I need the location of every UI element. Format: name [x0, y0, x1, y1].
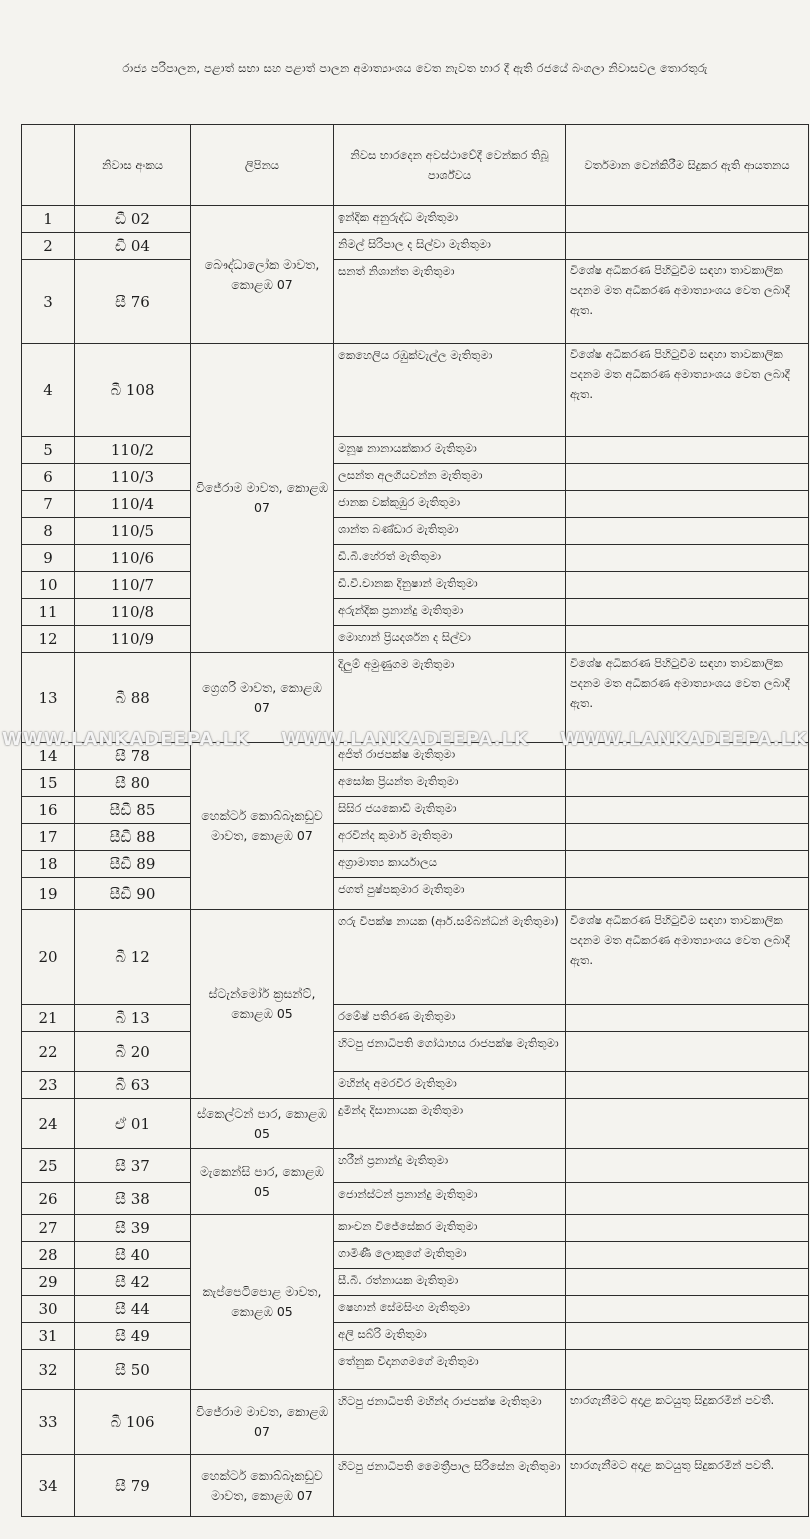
assigned-party: නිමල් සිරිපාල ද සිල්වා මැතිතුමා — [334, 233, 566, 260]
row-number: 1 — [22, 206, 75, 233]
house-number: සී 38 — [75, 1183, 191, 1215]
row-number: 6 — [22, 464, 75, 491]
watermark-text: WWW.LANKADEEPA.LK — [281, 728, 529, 750]
assigned-party: ශාන්ත බණ්ඩාර මැතිතුමා — [334, 518, 566, 545]
house-number: සී 49 — [75, 1323, 191, 1350]
current-institution — [566, 1183, 809, 1215]
house-number: ඩී 02 — [75, 206, 191, 233]
row-number: 32 — [22, 1350, 75, 1390]
house-number: සීඩී 90 — [75, 878, 191, 910]
current-institution — [566, 1072, 809, 1099]
house-number: සී 79 — [75, 1455, 191, 1517]
table-row — [22, 1099, 809, 1149]
house-number: බී 13 — [75, 1005, 191, 1032]
current-institution — [566, 233, 809, 260]
table-row — [22, 824, 809, 851]
table-row — [22, 1455, 809, 1517]
row-number: 15 — [22, 770, 75, 797]
current-institution — [566, 743, 809, 770]
house-number: සී 76 — [75, 260, 191, 344]
house-number: සී 42 — [75, 1269, 191, 1296]
current-institution — [566, 824, 809, 851]
assigned-party: ඩී.බී.හේරත් මැතිතුමා — [334, 545, 566, 572]
current-institution: විශේෂ අධිකරණ පිහිටුවීම සඳහා තාවකාලික පදනම මත අධිකරණ අමාත්‍යාංශය වෙත ලබාදී ඇත. — [566, 653, 809, 743]
assigned-party: අරුන්දික ප්‍රනාන්දු මැතිතුමා — [334, 599, 566, 626]
current-institution — [566, 878, 809, 910]
row-number: 7 — [22, 491, 75, 518]
header-assigned-party: නිවස භාරදෙන අවස්ථාවේදී වෙන්කර තිබූ පාර්ශ්වය — [334, 125, 566, 206]
house-number: 110/8 — [75, 599, 191, 626]
assigned-party: මනූෂ නානායක්කාර මැතිතුමා — [334, 437, 566, 464]
assigned-party: දිලුම් අමුණුගම මැතිතුමා — [334, 653, 566, 743]
current-institution — [566, 1032, 809, 1072]
row-number: 24 — [22, 1099, 75, 1149]
row-number: 28 — [22, 1242, 75, 1269]
assigned-party: ගරු විපක්ෂ නායක (ආර්.සම්බන්ධන් මැතිතුමා) — [334, 910, 566, 1005]
watermark-text: WWW.LANKADEEPA.LK — [560, 728, 808, 750]
assigned-party: ඉන්දික අනුරුද්ධ මැතිතුමා — [334, 206, 566, 233]
house-number: බී 106 — [75, 1390, 191, 1455]
row-number: 18 — [22, 851, 75, 878]
row-number: 27 — [22, 1215, 75, 1242]
current-institution — [566, 1350, 809, 1390]
row-number: 10 — [22, 572, 75, 599]
houses-table — [21, 124, 809, 1517]
assigned-party: ලසන්ත අලගියවන්න මැතිතුමා — [334, 464, 566, 491]
address-cell: විජේරාම මාවත, කොළඹ 07 — [191, 344, 334, 653]
address-cell: බෞද්ධාලෝක මාවත, කොළඹ 07 — [191, 206, 334, 344]
house-number: සීඩී 85 — [75, 797, 191, 824]
table-row — [22, 743, 809, 770]
row-number: 34 — [22, 1455, 75, 1517]
table-row — [22, 770, 809, 797]
row-number: 29 — [22, 1269, 75, 1296]
current-institution — [566, 599, 809, 626]
table-header-row — [22, 125, 809, 206]
table-row — [22, 206, 809, 233]
current-institution: භාරගැනීමට අදාළ කටයුතු සිදුකරමින් පවතී. — [566, 1390, 809, 1455]
assigned-party: ජගත් පුෂ්පකුමාර මැතිතුමා — [334, 878, 566, 910]
address-cell: ස්කෙල්ටන් පාර, කොළඹ 05 — [191, 1099, 334, 1149]
table-row — [22, 491, 809, 518]
house-number: සී 44 — [75, 1296, 191, 1323]
current-institution — [566, 851, 809, 878]
table-row — [22, 572, 809, 599]
current-institution — [566, 1215, 809, 1242]
current-institution — [566, 1149, 809, 1183]
current-institution — [566, 797, 809, 824]
current-institution — [566, 1269, 809, 1296]
assigned-party: අසෝක ප්‍රියන්ත මැතිතුමා — [334, 770, 566, 797]
assigned-party: දුමින්ද දිසානායක මැතිතුමා — [334, 1099, 566, 1149]
house-number: 110/9 — [75, 626, 191, 653]
table-body — [22, 206, 809, 1517]
table-row — [22, 437, 809, 464]
table-row — [22, 797, 809, 824]
house-number: සී 50 — [75, 1350, 191, 1390]
row-number: 21 — [22, 1005, 75, 1032]
document-title: රාජ්‍ය පරිපාලන, පළාත් සභා සහ පළාත් පාලන අමාත්‍යාංශය වෙත නැවත භාර දී ඇති රජයේ බංගලා නිවාසවල තොරතුරු — [122, 61, 708, 75]
table-row — [22, 1296, 809, 1323]
current-institution: විශේෂ අධිකරණ පිහිටුවීම සඳහා තාවකාලික පදනම මත අධිකරණ අමාත්‍යාංශය වෙත ලබාදී ඇත. — [566, 910, 809, 1005]
address-cell: විජේරාම මාවත, කොළඹ 07 — [191, 1390, 334, 1455]
current-institution — [566, 206, 809, 233]
current-institution — [566, 626, 809, 653]
header-no — [22, 125, 75, 206]
house-number: සී 78 — [75, 743, 191, 770]
house-number: බී 12 — [75, 910, 191, 1005]
current-institution — [566, 1323, 809, 1350]
row-number: 4 — [22, 344, 75, 437]
row-number: 22 — [22, 1032, 75, 1072]
current-institution: විශේෂ අධිකරණ පිහිටුවීම සඳහා තාවකාලික පදනම මත අධිකරණ අමාත්‍යාංශය වෙත ලබාදී ඇත. — [566, 344, 809, 437]
address-cell: හෙක්ටර් කොබ්බෑකඩුව මාවත, කොළඹ 07 — [191, 743, 334, 910]
current-institution — [566, 1005, 809, 1032]
row-number: 31 — [22, 1323, 75, 1350]
watermark-text: WWW.LANKADEEPA.LK — [2, 728, 250, 750]
house-number: සී 37 — [75, 1149, 191, 1183]
house-number: 110/5 — [75, 518, 191, 545]
assigned-party: අජිත් රාජපක්ෂ මැතිතුමා — [334, 743, 566, 770]
house-number: බී 88 — [75, 653, 191, 743]
house-number: 110/6 — [75, 545, 191, 572]
table-row — [22, 1390, 809, 1455]
header-current-institution: වර්තමාන වෙන්කිරීම සිදුකර ඇති ආයතනය — [566, 125, 809, 206]
row-number: 14 — [22, 743, 75, 770]
house-number: සීඩී 89 — [75, 851, 191, 878]
row-number: 16 — [22, 797, 75, 824]
assigned-party: කාංචන විජේසේකර මැතිතුමා — [334, 1215, 566, 1242]
assigned-party: හිටපු ජනාධිපති ගෝඨාභය රාජපක්ෂ මැතිතුමා — [334, 1032, 566, 1072]
row-number: 8 — [22, 518, 75, 545]
assigned-party: අලි සබ්රි මැතිතුමා — [334, 1323, 566, 1350]
row-number: 20 — [22, 910, 75, 1005]
house-number: සී 39 — [75, 1215, 191, 1242]
current-institution — [566, 491, 809, 518]
table-row — [22, 545, 809, 572]
header-address: ලිපිනය — [191, 125, 334, 206]
house-number: බී 20 — [75, 1032, 191, 1072]
table-row — [22, 1269, 809, 1296]
row-number: 5 — [22, 437, 75, 464]
row-number: 13 — [22, 653, 75, 743]
assigned-party: හිටපු ජනාධිපති මෛත්‍රීපාල සිරිසේන මැතිතුමා — [334, 1455, 566, 1517]
assigned-party: ජානක වක්කුඹුර මැතිතුමා — [334, 491, 566, 518]
table-row — [22, 910, 809, 1005]
house-number: ඒ 01 — [75, 1099, 191, 1149]
address-cell: ග්‍රෙගරි මාවත, කොළඹ 07 — [191, 653, 334, 743]
row-number: 33 — [22, 1390, 75, 1455]
header-house-number: නිවාස අංකය — [75, 125, 191, 206]
assigned-party: ගාමිණී ලොකුගේ මැතිතුමා — [334, 1242, 566, 1269]
row-number: 11 — [22, 599, 75, 626]
current-institution — [566, 1099, 809, 1149]
house-number: සී 40 — [75, 1242, 191, 1269]
row-number: 30 — [22, 1296, 75, 1323]
house-number: ඩී 04 — [75, 233, 191, 260]
current-institution — [566, 770, 809, 797]
table-row — [22, 626, 809, 653]
current-institution — [566, 545, 809, 572]
row-number: 25 — [22, 1149, 75, 1183]
assigned-party: අරවින්ද කුමාර් මැතිතුමා — [334, 824, 566, 851]
assigned-party: අග්‍රාමාත්‍ය කාර්යාලය — [334, 851, 566, 878]
assigned-party: ජොන්ස්ටන් ප්‍රනාන්දු මැතිතුමා — [334, 1183, 566, 1215]
table-row — [22, 599, 809, 626]
assigned-party: රමේෂ් පතිරණ මැතිතුමා — [334, 1005, 566, 1032]
table-row — [22, 1005, 809, 1032]
current-institution — [566, 572, 809, 599]
house-number: 110/4 — [75, 491, 191, 518]
current-institution — [566, 464, 809, 491]
assigned-party: මොහාන් ප්‍රියදර්ශන ද සිල්වා — [334, 626, 566, 653]
address-cell: කැප්පෙටිපොළ මාවත, කොළඹ 05 — [191, 1215, 334, 1390]
assigned-party: තේනුක විදානගමගේ මැතිතුමා — [334, 1350, 566, 1390]
assigned-party: සනත් නිශාන්ත මැතිතුමා — [334, 260, 566, 344]
current-institution — [566, 437, 809, 464]
house-number: 110/3 — [75, 464, 191, 491]
address-cell: හෙක්ටර් කොබ්බෑකඩුව මාවත, කොළඹ 07 — [191, 1455, 334, 1517]
assigned-party: ඩී.වී.චානක දිනුෂාන් මැතිතුමා — [334, 572, 566, 599]
table-row — [22, 233, 809, 260]
table-row — [22, 344, 809, 437]
current-institution: භාරගැනීමට අදාළ කටයුතු සිදුකරමින් පවතී. — [566, 1455, 809, 1517]
row-number: 2 — [22, 233, 75, 260]
row-number: 19 — [22, 878, 75, 910]
table-row — [22, 518, 809, 545]
house-number: බී 63 — [75, 1072, 191, 1099]
row-number: 12 — [22, 626, 75, 653]
table-row — [22, 851, 809, 878]
row-number: 17 — [22, 824, 75, 851]
house-number: 110/7 — [75, 572, 191, 599]
assigned-party: හරීන් ප්‍රනාන්දු මැතිතුමා — [334, 1149, 566, 1183]
current-institution: විශේෂ අධිකරණ පිහිටුවීම සඳහා තාවකාලික පදනම මත අධිකරණ අමාත්‍යාංශය වෙත ලබාදී ඇත. — [566, 260, 809, 344]
assigned-party: සිසිර ජයකොඩි මැතිතුමා — [334, 797, 566, 824]
table-row — [22, 464, 809, 491]
current-institution — [566, 518, 809, 545]
table-row — [22, 1183, 809, 1215]
house-number: සීඩී 88 — [75, 824, 191, 851]
table-row — [22, 1350, 809, 1390]
table-row — [22, 1323, 809, 1350]
address-cell: මැකෙන්සි පාර, කොළඹ 05 — [191, 1149, 334, 1215]
table-row — [22, 1032, 809, 1072]
table-row — [22, 260, 809, 344]
address-cell: ස්ටැන්මෝර් ක්‍රසන්ට්, කොළඹ 05 — [191, 910, 334, 1099]
assigned-party: සී.බී. රත්නායක මැතිතුමා — [334, 1269, 566, 1296]
row-number: 9 — [22, 545, 75, 572]
table-row — [22, 1072, 809, 1099]
house-number: බී 108 — [75, 344, 191, 437]
table-row — [22, 878, 809, 910]
assigned-party: මහින්ද අමරවීර මැතිතුමා — [334, 1072, 566, 1099]
house-number: 110/2 — [75, 437, 191, 464]
assigned-party: ෂෙහාන් සේමසිංහ මැතිතුමා — [334, 1296, 566, 1323]
table-row — [22, 1215, 809, 1242]
table-row — [22, 1149, 809, 1183]
table-row — [22, 1242, 809, 1269]
current-institution — [566, 1242, 809, 1269]
current-institution — [566, 1296, 809, 1323]
row-number: 3 — [22, 260, 75, 344]
assigned-party: හිටපු ජනාධිපති මහින්ද රාජපක්ෂ මැතිතුමා — [334, 1390, 566, 1455]
house-number: සී 80 — [75, 770, 191, 797]
row-number: 26 — [22, 1183, 75, 1215]
assigned-party: කෙහෙලිය රඹුක්වැල්ල මැතිතුමා — [334, 344, 566, 437]
table-row — [22, 653, 809, 743]
row-number: 23 — [22, 1072, 75, 1099]
